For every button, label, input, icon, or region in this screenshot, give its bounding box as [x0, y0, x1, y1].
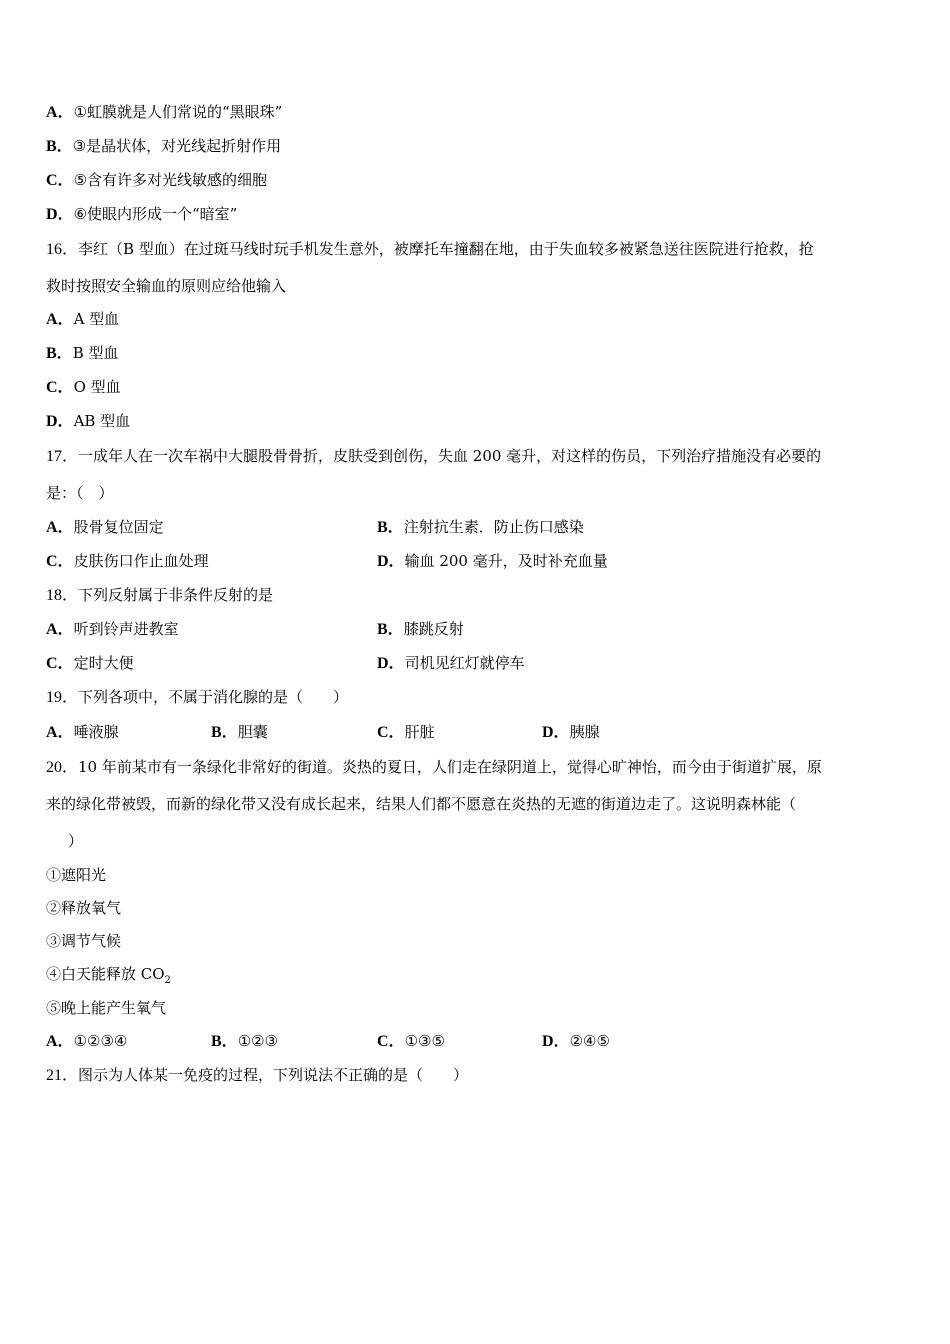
- q20-option-d: [542, 1031, 610, 1052]
- option-text: 注射抗生素．防止伤口感染: [403, 518, 584, 536]
- q19-option-d: [542, 722, 600, 743]
- question-text: 李红（B 型血）在过斑马线时玩手机发生意外，被摩托车撞翻在地，由于失血较多被紧急送往医院进行抢救，抢: [78, 240, 814, 258]
- option-text: 胰腺: [569, 723, 600, 741]
- q18-option-a: [46, 619, 179, 640]
- option-label: A．: [46, 724, 74, 741]
- q20-stem-line3: [68, 831, 83, 851]
- q20-option-b: [211, 1031, 278, 1052]
- question-text: 一成年人在一次车祸中大腿股骨骨折，皮肤受到创伤，失血 200 毫升，对这样的伤员，下列治疗措施没有必要的: [78, 447, 822, 465]
- question-text: ）: [68, 832, 84, 850]
- option-text: ①②③: [237, 1032, 279, 1050]
- option-text: 股骨复位固定: [73, 518, 164, 536]
- option-text: ②④⑤: [569, 1032, 610, 1050]
- q18-option-c: [46, 653, 134, 674]
- q18-option-d: [377, 653, 525, 674]
- q20-item-1: [46, 865, 106, 885]
- q20-item-5: [46, 998, 166, 1018]
- option-label: D．: [542, 724, 570, 741]
- q16-stem-line1: [46, 239, 814, 260]
- option-text: ①②③④: [73, 1032, 128, 1050]
- q15-option-a: [46, 102, 282, 123]
- option-label: A．: [46, 621, 74, 638]
- q15-option-c: [46, 170, 267, 191]
- option-label: B．: [211, 1033, 238, 1050]
- q16-option-b: [46, 343, 118, 364]
- option-text: 定时大便: [73, 654, 134, 672]
- question-text: 是：（ ）: [46, 484, 114, 502]
- option-text: 皮肤伤口作止血处理: [73, 552, 209, 570]
- option-label: D．: [46, 413, 74, 430]
- option-label: A．: [46, 1033, 74, 1050]
- q20-item-3: [46, 931, 121, 951]
- q17-stem-line2: [46, 483, 114, 503]
- question-number: 19．: [46, 689, 79, 706]
- q17-option-c: [46, 551, 209, 572]
- q19-option-c: [377, 722, 435, 743]
- q21-stem: [46, 1065, 468, 1086]
- option-label: B．: [211, 724, 238, 741]
- q15-option-d: [46, 204, 237, 225]
- question-number: 17．: [46, 448, 79, 465]
- option-label: D．: [377, 655, 405, 672]
- option-label: A．: [46, 311, 74, 328]
- option-text: ①虹膜就是人们常说的“黑眼珠”: [73, 103, 283, 121]
- option-text: 司机见红灯就停车: [404, 654, 525, 672]
- option-label: D．: [542, 1033, 570, 1050]
- q19-stem: [46, 687, 348, 708]
- q17-option-d: [377, 551, 608, 572]
- option-text: 唾液腺: [73, 723, 119, 741]
- q18-option-b: [377, 619, 464, 640]
- option-label: C．: [46, 379, 74, 396]
- q19-option-a: [46, 722, 119, 743]
- q20-item-4: [46, 964, 171, 991]
- q17-option-a: [46, 517, 164, 538]
- option-label: A．: [46, 519, 74, 536]
- option-label: C．: [46, 553, 74, 570]
- option-label: D．: [377, 553, 405, 570]
- item-text: ②释放氧气: [46, 899, 122, 917]
- item-text: ①遮阳光: [46, 866, 107, 884]
- question-text: 图示为人体某一免疫的过程，下列说法不正确的是（ ）: [78, 1066, 469, 1084]
- q16-option-a: [46, 309, 119, 330]
- option-text: ①③⑤: [404, 1032, 445, 1050]
- q17-option-b: [377, 517, 584, 538]
- item-text: ④白天能释放 CO: [46, 965, 165, 983]
- q20-option-a: [46, 1031, 127, 1052]
- question-text: 救时按照安全输血的原则应给他输入: [46, 277, 287, 295]
- question-number: 18．: [46, 587, 79, 604]
- item-text: ③调节气候: [46, 932, 122, 950]
- question-number: 16．: [46, 241, 79, 258]
- question-text: 10 年前某市有一条绿化非常好的街道。炎热的夏日，人们走在绿阴道上，觉得心旷神怡，而今由于街道扩展，原: [78, 758, 822, 776]
- option-label: C．: [377, 724, 405, 741]
- option-label: C．: [46, 172, 74, 189]
- question-text: 来的绿化带被毁，而新的绿化带又没有成长起来，结果人们都不愿意在炎热的无遮的街道边走了。这说明森林能（: [46, 795, 797, 813]
- co2-subscript: 2: [164, 975, 171, 986]
- q16-stem-line2: [46, 276, 286, 296]
- question-text: 下列各项中，不属于消化腺的是（ ）: [78, 688, 349, 706]
- option-text: B 型血: [72, 344, 119, 362]
- option-text: AB 型血: [73, 412, 131, 430]
- q20-option-c: [377, 1031, 445, 1052]
- option-text: O 型血: [73, 378, 121, 396]
- option-text: 肝脏: [404, 723, 435, 741]
- q20-stem-line2: [46, 794, 796, 814]
- q18-stem: [46, 585, 273, 606]
- option-label: B．: [377, 621, 404, 638]
- option-text: 输血 200 毫升，及时补充血量: [404, 552, 608, 570]
- q16-option-d: [46, 411, 130, 432]
- q16-option-c: [46, 377, 121, 398]
- option-label: D．: [46, 206, 74, 223]
- question-text: 下列反射属于非条件反射的是: [78, 586, 274, 604]
- option-label: B．: [377, 519, 404, 536]
- option-text: A 型血: [73, 310, 120, 328]
- q19-option-b: [211, 722, 268, 743]
- question-number: 21．: [46, 1067, 79, 1084]
- option-label: C．: [46, 655, 74, 672]
- option-label: A．: [46, 104, 74, 121]
- option-text: 胆囊: [237, 723, 268, 741]
- option-label: B．: [46, 345, 73, 362]
- option-label: B．: [46, 138, 73, 155]
- question-number: 20．: [46, 759, 79, 776]
- option-text: ③是晶状体，对光线起折射作用: [72, 137, 282, 155]
- option-text: ⑥使眼内形成一个“暗室”: [73, 205, 238, 223]
- option-text: ⑤含有许多对光线敏感的细胞: [73, 171, 268, 189]
- q20-stem-line1: [46, 757, 822, 778]
- option-label: C．: [377, 1033, 405, 1050]
- option-text: 膝跳反射: [403, 620, 464, 638]
- q15-option-b: [46, 136, 281, 157]
- option-text: 听到铃声进教室: [73, 620, 179, 638]
- item-text: ⑤晚上能产生氧气: [46, 999, 167, 1017]
- q20-item-2: [46, 898, 121, 918]
- q17-stem-line1: [46, 446, 821, 467]
